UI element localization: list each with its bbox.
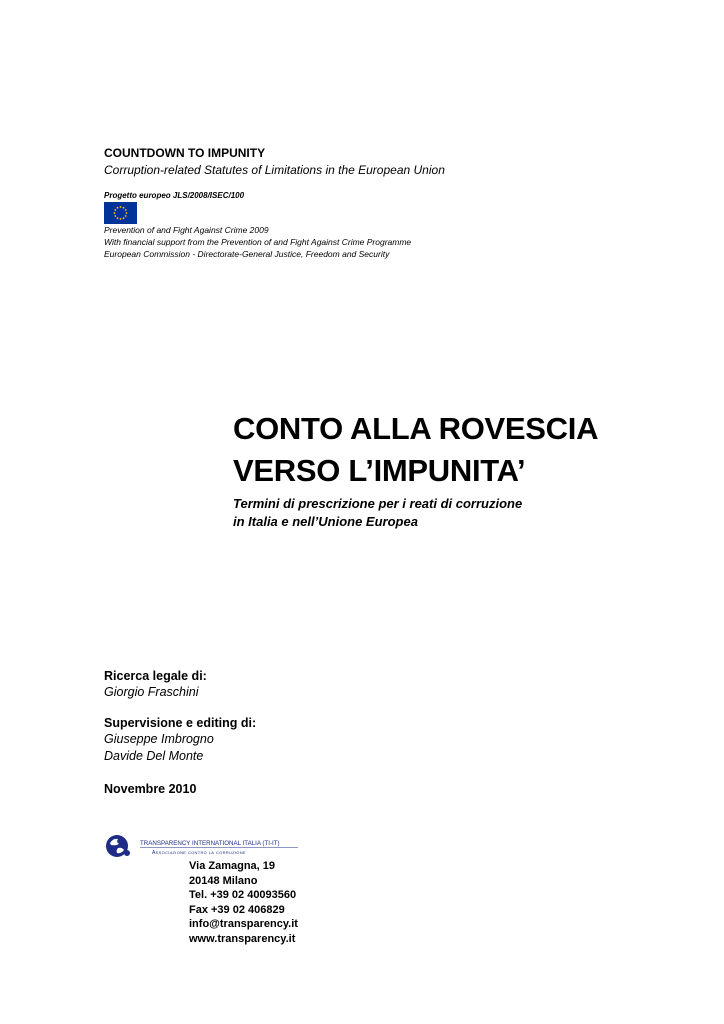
eu-flag-icon <box>104 202 137 224</box>
main-subtitle-line: in Italia e nell’Unione Europea <box>233 514 418 529</box>
supervision-label: Supervisione e editing di: <box>104 716 257 730</box>
supervisor-name: Giuseppe Imbrogno <box>104 732 214 746</box>
funding-line: With financial support from the Prevention of and Fight Against Crime Programme <box>104 237 412 247</box>
header-subtitle: Corruption-related Statutes of Limitations in the European Union <box>104 163 445 177</box>
website-address: www.transparency.it <box>189 933 296 945</box>
main-title-line: CONTO ALLA ROVESCIA <box>233 411 599 446</box>
main-title-line: VERSO L’IMPUNITA’ <box>233 453 526 488</box>
researcher-name: Giorgio Fraschini <box>104 685 199 699</box>
fax-number: Fax +39 02 406829 <box>189 904 285 916</box>
transparency-international-logo <box>104 834 300 860</box>
publication-date: Novembre 2010 <box>104 782 197 796</box>
email-address: info@transparency.it <box>189 918 298 930</box>
logo-name: TRANSPARENCY INTERNATIONAL ITALIA (TI-IT) <box>140 840 280 847</box>
project-code: Progetto europeo JLS/2008/ISEC/100 <box>104 191 245 200</box>
logo-tagline: Associazione contro la corruzione <box>152 850 246 856</box>
research-label: Ricerca legale di: <box>104 669 207 683</box>
funding-line: European Commission - Directorate-General Justice, Freedom and Security <box>104 249 390 259</box>
supervisor-name: Davide Del Monte <box>104 749 204 763</box>
address-street: Via Zamagna, 19 <box>189 860 276 872</box>
funding-line: Prevention of and Fight Against Crime 2009 <box>104 225 269 235</box>
ti-globe-icon <box>106 835 130 857</box>
main-subtitle-line: Termini di prescrizione per i reati di corruzione <box>233 496 523 511</box>
address-city: 20148 Milano <box>189 875 258 887</box>
phone-number: Tel. +39 02 40093560 <box>189 889 297 901</box>
header-title: COUNTDOWN TO IMPUNITY <box>104 146 266 160</box>
